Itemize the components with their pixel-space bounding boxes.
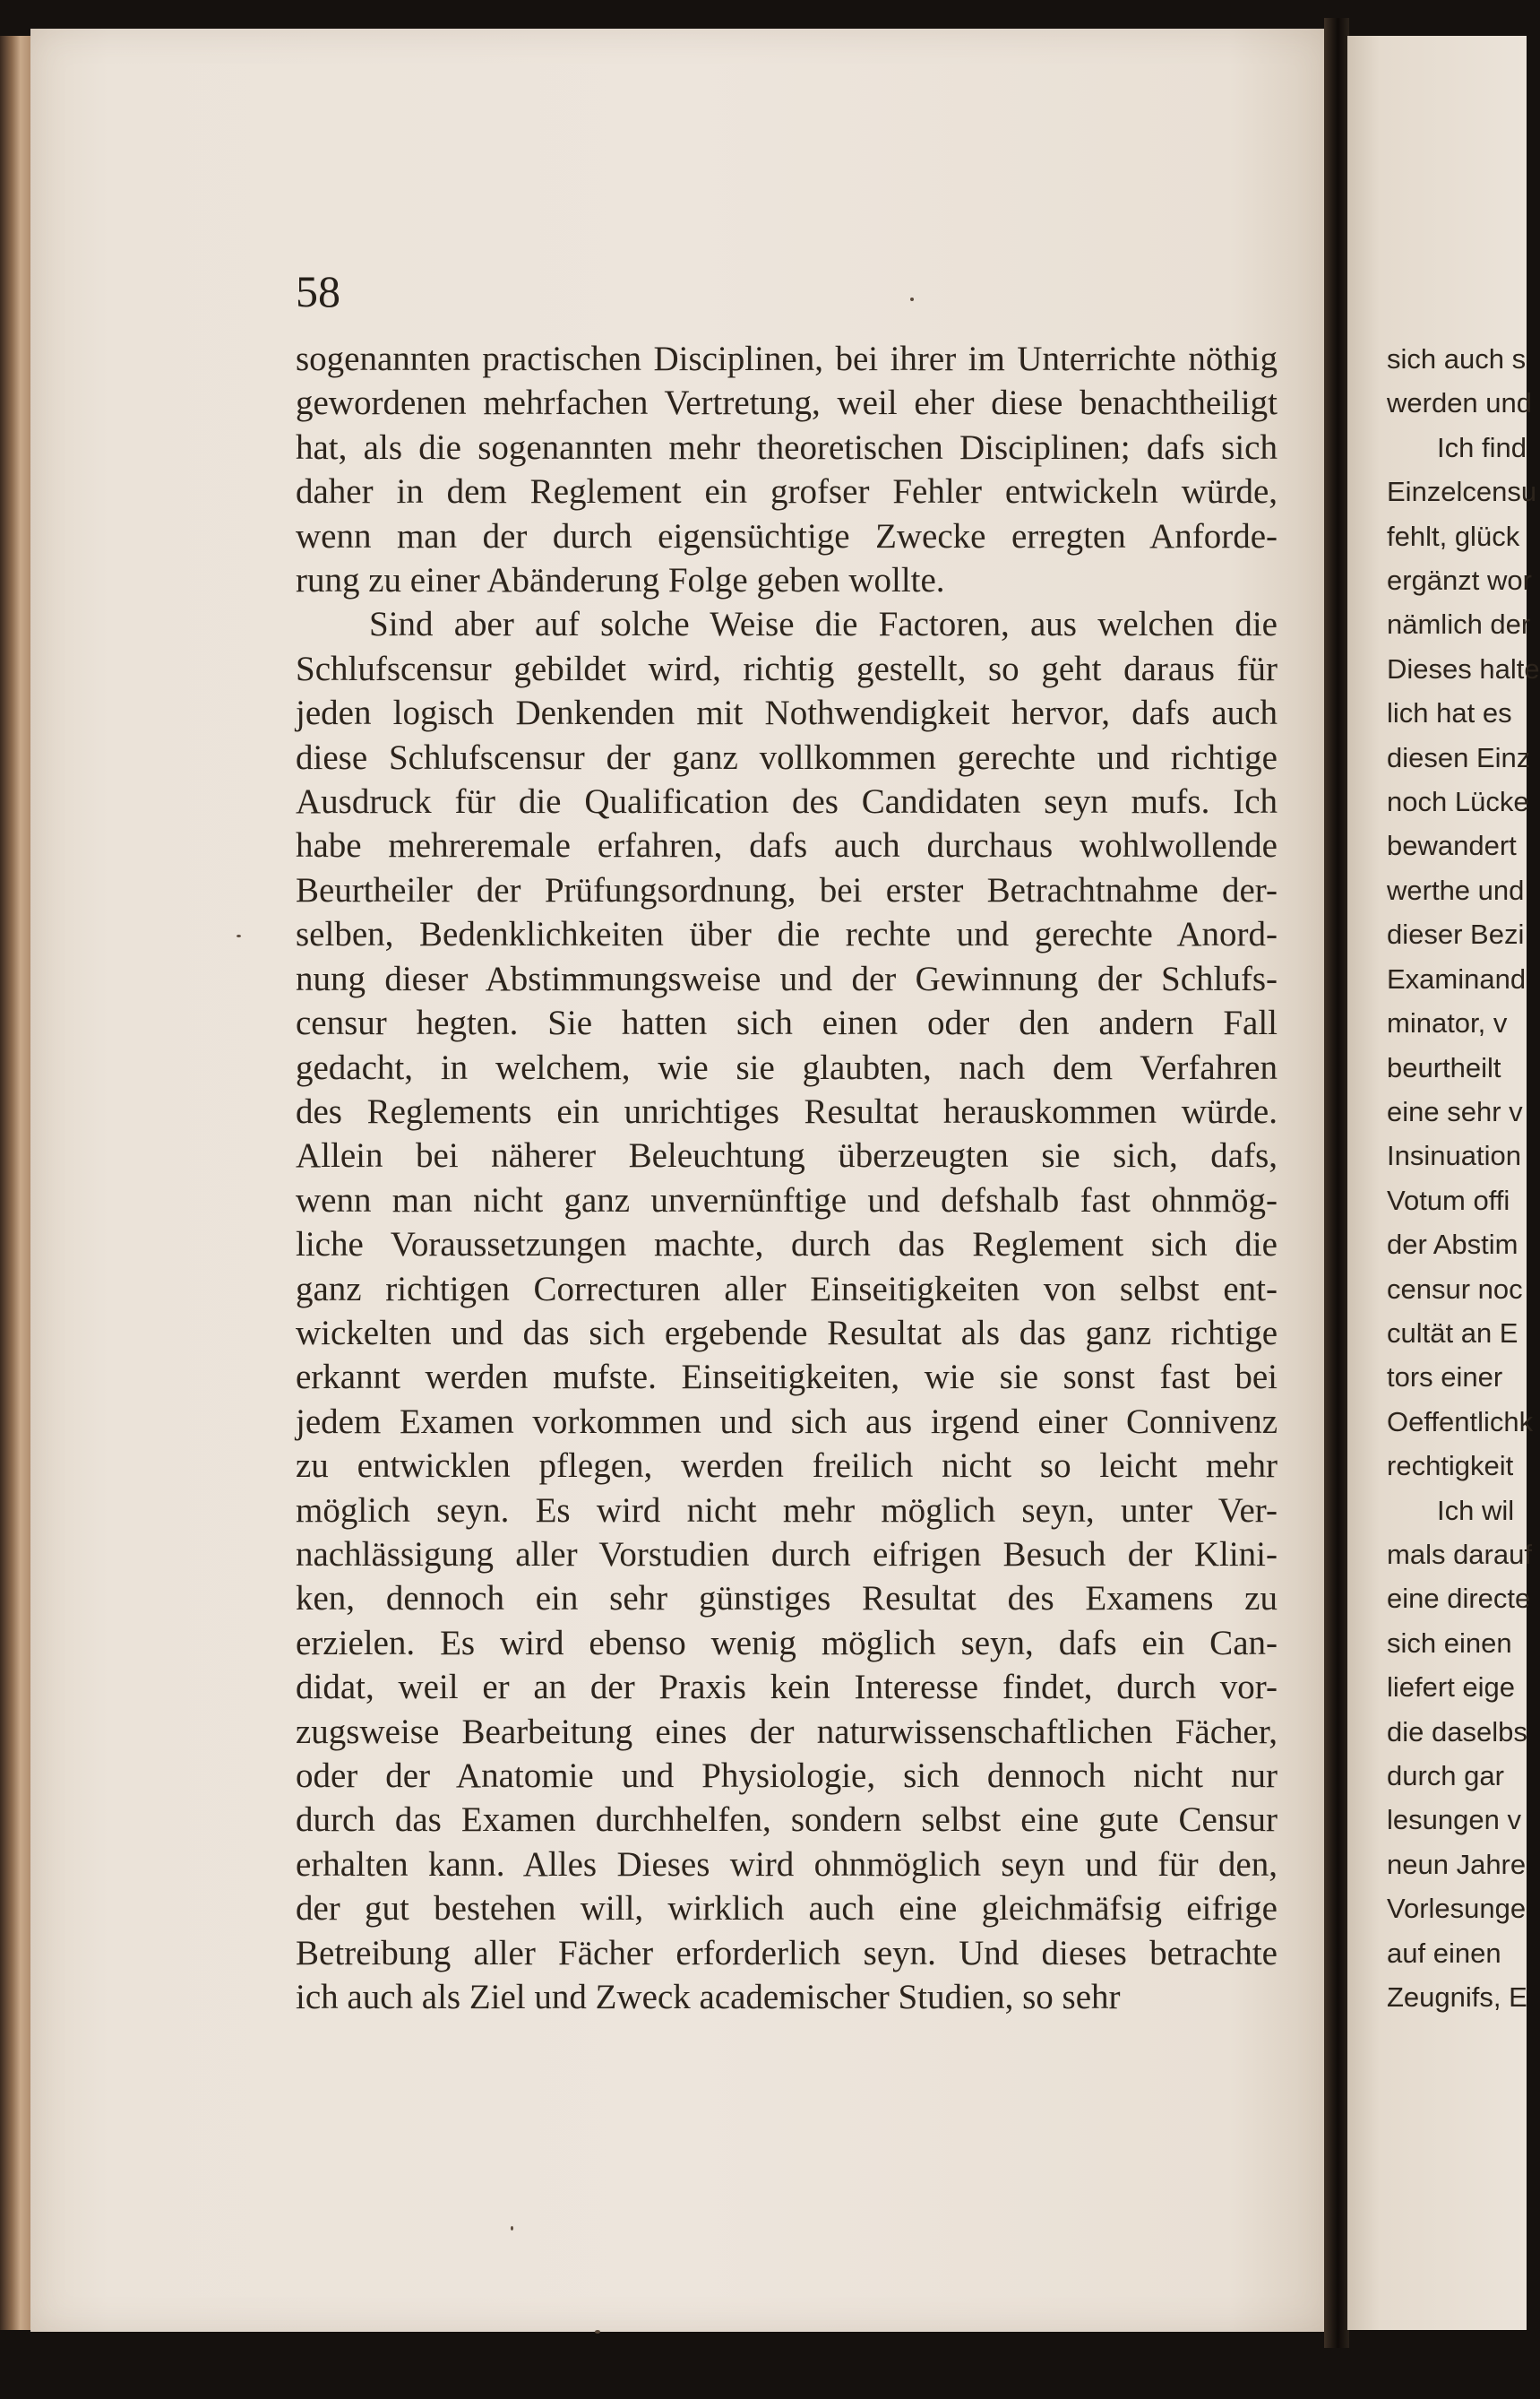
facing-text-fragment: noch Lücke [1387,786,1529,818]
facing-text-fragment: minator, v [1387,1007,1508,1040]
facing-text-fragment: beurtheilt [1387,1051,1501,1083]
facing-text-fragment: eine sehr v [1387,1095,1523,1127]
text-line: nachlässigung aller Vorstudien durch eifrigen Besuch der Klini- [296,1534,1278,1574]
facing-text-fragment: mals darauf [1387,1538,1532,1570]
facing-text-fragment: werthe und [1387,874,1525,906]
text-line: durch das Examen durchhelfen, sondern selbst eine gute Censur [296,1800,1278,1840]
text-line: selben, Bedenklichkeiten über die rechte und gerechte Anord- [296,915,1278,954]
text-line: jeden logisch Denkenden mit Nothwendigkeit hervor, dafs auch [296,694,1278,733]
facing-text-fragment: werden und [1387,387,1533,419]
facing-text-fragment: Votum offi [1387,1184,1510,1216]
facing-text-fragment: fehlt, glück [1387,520,1520,552]
facing-text-fragment: lich hat es [1387,697,1512,729]
page-number: 58 [296,266,340,316]
text-line: erhalten kann. Alles Dieses wird ohnmöglich seyn und für den, [296,1844,1278,1884]
facing-text-fragment: nämlich der [1387,608,1531,641]
text-line: sogenannten practischen Disciplinen, bei ihrer im Unterrichte nöthig [296,340,1278,378]
text-line: liche Voraussetzungen machte, durch das Reglement sich die [296,1225,1278,1264]
text-line: ich auch als Ziel und Zweck academischer Studien, so sehr [296,1978,1121,2017]
paper-speck [910,298,914,301]
text-line: ken, dennoch ein sehr günstiges Resultat des Examens zu [296,1579,1278,1618]
text-line: der gut bestehen will, wirklich auch eine gleichmäfsig eifrige [296,1889,1278,1929]
text-line: diese Schlufscensur der ganz vollkommen gerechte und richtige [296,738,1278,777]
facing-text-fragment: durch gar [1387,1760,1504,1791]
facing-text-fragment: Ich find [1437,431,1527,463]
body-text [296,337,1278,2019]
text-line: zu entwicklen pflegen, werden freilich nicht so leicht mehr [296,1446,1278,1486]
text-line: möglich seyn. Es wird nicht mehr möglich seyn, unter Ver- [296,1490,1278,1530]
text-line: rung zu einer Abänderung Folge geben wollte. [296,561,945,600]
paper-speck [237,935,241,937]
text-line: oder der Anatomie und Physiologie, sich dennoch nicht nur [296,1756,1278,1795]
text-line: gewordenen mehrfachen Vertretung, weil eher diese benachtheiligt [296,384,1278,423]
text-line: censur hegten. Sie hatten sich einen oder den andern Fall [296,1004,1278,1043]
page-gutter [1324,18,1349,2348]
text-line: zugsweise Bearbeitung eines der naturwissenschaftlichen Fächer, [296,1712,1278,1751]
facing-text-fragment: liefert eige [1387,1671,1516,1704]
facing-text-fragment: tors einer [1387,1361,1503,1394]
facing-text-fragment: lesungen v [1387,1804,1521,1836]
facing-text-fragment: sich auch s [1387,343,1527,375]
facing-text-fragment: Examinand [1387,962,1527,995]
facing-text-fragment: Zeugnifs, E [1387,1981,1527,2014]
facing-page-text [1387,337,1540,2019]
facing-text-fragment: ergänzt wor [1387,565,1532,597]
paper-speck [595,2330,600,2334]
text-line: Beurtheiler der Prüfungsordnung, bei erster Betrachtnahme der- [296,870,1278,910]
facing-text-fragment: die daselbs [1387,1715,1527,1747]
text-line: des Reglements ein unrichtiges Resultat herauskommen würde. [296,1092,1278,1131]
text-line: habe mehreremale erfahren, dafs auch durchaus wohlwollende [296,826,1278,866]
facing-text-fragment: bewandert [1387,830,1517,862]
facing-text-fragment: sich einen [1387,1627,1512,1659]
text-line: didat, weil er an der Praxis kein Interesse findet, durch vor- [296,1668,1278,1707]
facing-text-fragment: Insinuation [1387,1140,1521,1172]
facing-text-fragment: dieser Bezi [1387,919,1525,951]
text-line: wenn man nicht ganz unvernünftige und defshalb fast ohnmög- [296,1180,1278,1220]
text-line: Sind aber auf solche Weise die Factoren, aus welchen die [369,605,1278,644]
facing-text-fragment: rechtigkeit [1387,1450,1514,1482]
facing-text-fragment: der Abstim [1387,1229,1518,1261]
facing-text-fragment: Dieses halte [1387,652,1540,685]
facing-text-fragment: Oeffentlichk [1387,1405,1534,1437]
facing-text-fragment: Vorlesunge [1387,1893,1527,1925]
text-line: Ausdruck für die Qualification des Candidaten seyn mufs. Ich [296,782,1278,822]
text-line: gedacht, in welchem, wie sie glaubten, nach dem Verfahren [296,1048,1278,1087]
book-binding-edge [0,36,34,2330]
text-line: Allein bei näherer Beleuchtung überzeugten sie sich, dafs, [296,1136,1278,1176]
facing-text-fragment: diesen Einz [1387,741,1531,773]
text-line: nung dieser Abstimmungsweise und der Gewinnung der Schlufs- [296,959,1278,998]
text-line: wenn man der durch eigensüchtige Zwecke erregten Anforde- [296,516,1278,556]
facing-text-fragment: cultät an E [1387,1316,1518,1349]
facing-text-fragment: eine directe [1387,1583,1531,1615]
text-line: ganz richtigen Correcturen aller Einseitigkeiten von selbst ent- [296,1269,1278,1308]
text-line: Schlufscensur gebildet wird, richtig gestellt, so geht daraus für [296,649,1278,688]
facing-text-fragment: Ich wil [1437,1494,1515,1526]
facing-text-fragment: censur noc [1387,1273,1523,1305]
text-line: daher in dem Reglement ein grofser Fehler entwickeln würde, [296,472,1278,512]
text-line: wickelten und das sich ergebende Resultat als das ganz richtige [296,1313,1278,1352]
facing-text-fragment: auf einen [1387,1937,1501,1969]
text-line: jedem Examen vorkommen und sich aus irgend einer Connivenz [296,1402,1278,1441]
text-line: Betreibung aller Fächer erforderlich seyn. Und dieses betrachte [296,1933,1278,1972]
text-line: hat, als die sogenannten mehr theoretischen Disciplinen; dafs sich [296,427,1278,467]
text-line: erzielen. Es wird ebenso wenig möglich seyn, dafs ein Can- [296,1623,1278,1662]
facing-text-fragment: Einzelcensu [1387,476,1537,508]
facing-text-fragment: neun Jahre [1387,1848,1527,1880]
paper-speck [511,2226,513,2231]
text-line: erkannt werden mufste. Einseitigkeiten, wie sie sonst fast bei [296,1358,1278,1397]
